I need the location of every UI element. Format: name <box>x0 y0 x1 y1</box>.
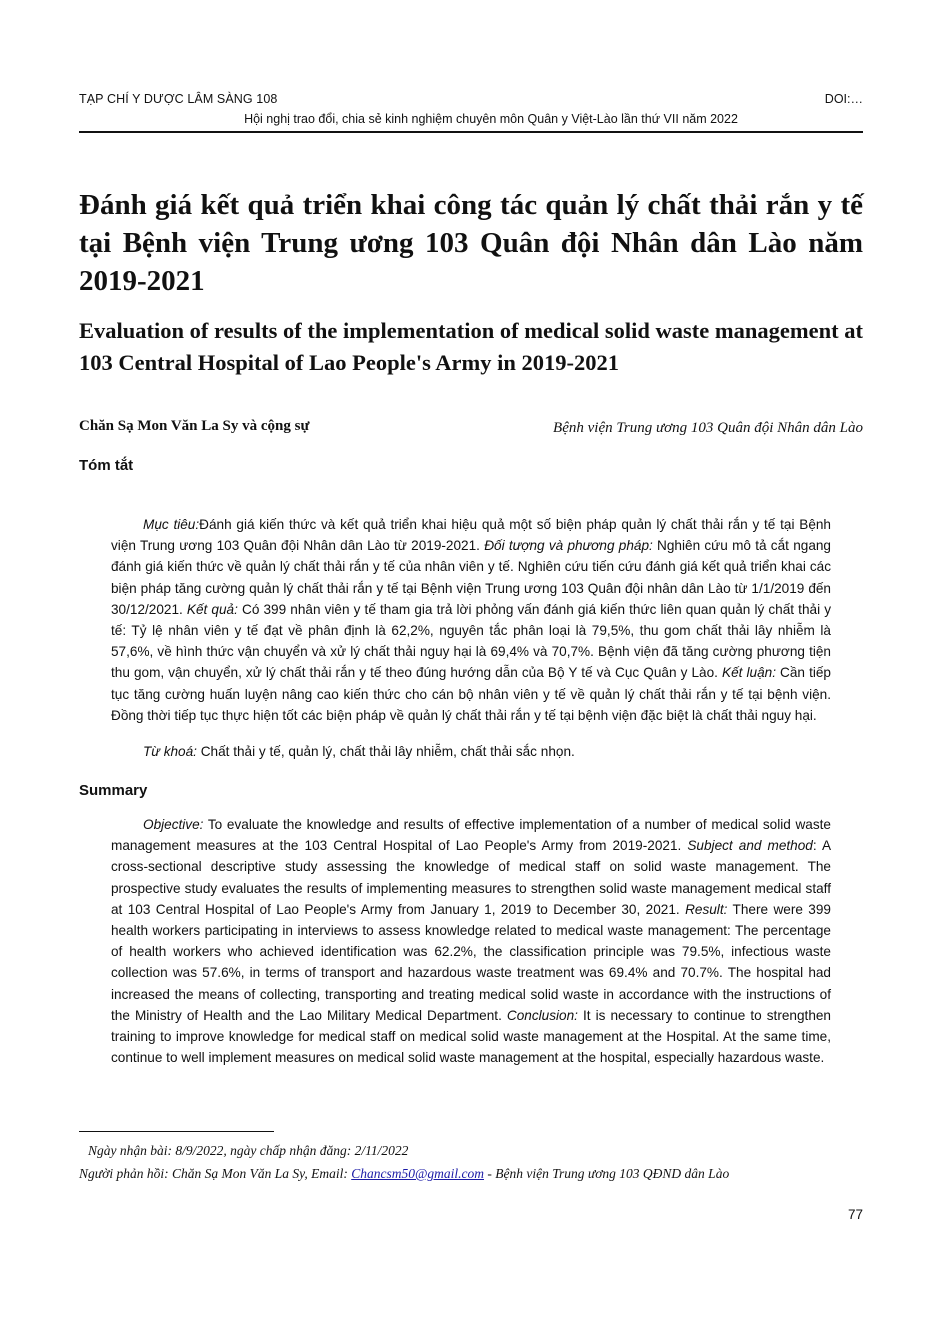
summary-english <box>111 814 831 1068</box>
method-label: Subject and method <box>687 838 813 854</box>
affiliation: Bệnh viện Trung ương 103 Quân đội Nhân dân Lào <box>553 420 863 436</box>
method-text: : A cross-sectional descriptive study assessing the knowledge of medical staff on solid waste management. The prospective study evaluates the results of implementing measures to strengthen solid waste management medical staff at 103 Central Hospital of Lao People's Army from January 1, 2019 to December 30, 2021. <box>111 838 832 917</box>
title-english: Evaluation of results of the implementation of medical solid waste management at 103 Central Hospital of Lao People's Army in 2019-2021 <box>79 318 863 375</box>
result-text: Có 399 nhân viên y tế tham gia trả lời phỏng vấn đánh giá kiến thức liên quan quản lý chất thải y tế: Tỷ lệ nhân viên y tế đạt về phân định là 62,2%, nguyên tắc phân loại là 79,5%, thu gom chất thải lây nhiễm là 57,6%, về hình thức vận chuyển và xử lý chất thải nguy hại là 69,4% và 70,7%. Bệnh viện đã tăng cường phương tiện thu gom, vận chuyển, xử lý chất thải rắn y tế theo đúng hướng dẫn của Bộ Y tế và Cục Quân y Lào. <box>111 601 831 681</box>
footnote-divider <box>79 1131 274 1132</box>
correspondence-suffix: - Bệnh viện Trung ương 103 QĐND dân Lào <box>484 1166 730 1181</box>
objective-label: Objective: <box>143 817 204 832</box>
conclusion-label: Conclusion: <box>506 1007 578 1023</box>
conclusion-label: Kết luận: <box>722 665 776 681</box>
header-divider <box>79 131 863 133</box>
correspondence-prefix: Người phản hồi: Chăn Sạ Mon Văn La Sy, Email: <box>79 1166 352 1181</box>
objective-label: Mục tiêu: <box>143 517 200 532</box>
email-link[interactable]: Chancsm50@gmail.com <box>351 1166 484 1181</box>
conclusion-text: Cần tiếp tục tăng cường huấn luyện nâng cao kiến thức cho cán bộ nhân viên y tế về quản lý chất thải rắn y tế tại bệnh viện. Đồng thời tiếp tục thực hiện tốt các biện pháp về quản lý chất thải rắn y tế tại bệnh viện đặc biệt là chất thải nguy hại. <box>111 665 831 723</box>
method-text: Nghiên cứu mô tả cắt ngang đánh giá kiến thức về quản lý chất thải rắn y tế của nhân viên y tế. Nghiên cứu tiến cứu đánh giá kết quả triển khai các biện pháp tăng cường quản lý chất thải rắn y tế tại Bệnh viện Trung ương 103 Quân đội nhân dân Lào từ 1/1/2019 đến 30/12/2021. <box>111 538 831 617</box>
objective-text: To evaluate the knowledge and results of effective implementation of a number of medical solid waste management measures at the 103 Central Hospital of Lao People's Army from 2019-2021. <box>111 817 831 854</box>
objective-text: Đánh giá kiến thức và kết quả triển khai hiệu quả một số biện pháp quản lý chất thải rắn y tế tại Bệnh viện Trung ương 103 Quân đội Nhân dân Lào từ 2019-2021. <box>111 517 831 554</box>
abstract-vi-heading: Tóm tắt <box>79 457 134 474</box>
footnote-correspondence <box>79 1166 729 1182</box>
result-label: Result: <box>685 901 728 917</box>
method-label: Đối tượng và phương pháp: <box>484 538 653 554</box>
journal-name: TẠP CHÍ Y DƯỢC LÂM SÀNG 108 <box>79 92 278 106</box>
title-vietnamese: Đánh giá kết quả triển khai công tác quản lý chất thải rắn y tế tại Bệnh viện Trung ương 103 Quân đội Nhân dân Lào năm 2019-2021 <box>79 189 863 297</box>
footnote-dates: Ngày nhận bài: 8/9/2022, ngày chấp nhận đăng: 2/11/2022 <box>88 1143 409 1158</box>
summary-heading: Summary <box>79 782 148 799</box>
conclusion-text: It is necessary to continue to strengthen training to improve knowledge for medical staff on medical solid waste management at the Hospital. At the same time, continue to well implement measures on medical solid waste management at the hospital, especially hazardous waste. <box>111 1007 831 1066</box>
doi-label: DOI:… <box>824 92 863 106</box>
authors: Chăn Sạ Mon Văn La Sy và cộng sự <box>79 418 310 434</box>
keywords-vietnamese <box>143 744 575 759</box>
abstract-vietnamese <box>111 514 831 726</box>
keywords-text: Chất thải y tế, quản lý, chất thải lây nhiễm, chất thải sắc nhọn. <box>196 744 575 759</box>
result-label: Kết quả: <box>186 601 238 617</box>
page-number: 77 <box>847 1207 863 1222</box>
result-text: There were 399 health workers participating in interviews to assess knowledge related to medical waste management: The percentage of health workers who achieved identification was 62.2%, the classification principle was 79.5%, infectious waste collection was 57.6%, in terms of transport and hazardous waste treatment was 69.4% and 70.7%. The hospital had increased the means of collecting, transporting and treating medical solid waste in accordance with the instructions of the Ministry of Health and the Lao Military Medical Department. <box>111 901 831 1023</box>
conference-line: Hội nghị trao đổi, chia sẻ kinh nghiệm chuyên môn Quân y Việt-Lào lần thứ VII năm 2022 <box>244 112 738 126</box>
keywords-label: Từ khoá: <box>143 744 197 759</box>
